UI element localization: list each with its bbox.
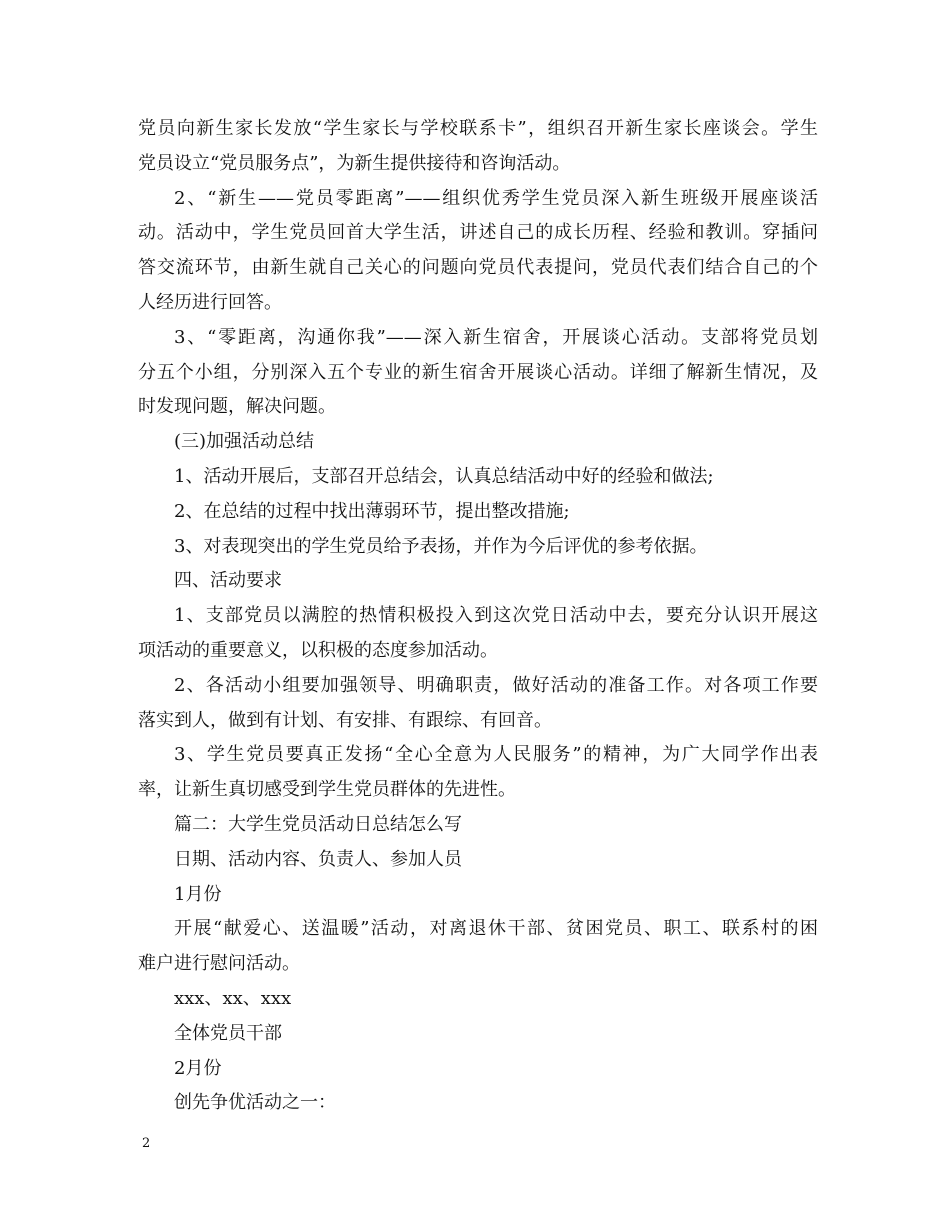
text-line: 3、对表现突出的学生党员给予表扬，并作为今后评优的参考依据。 xyxy=(174,535,708,557)
text-line: 时发现问题，解决问题。 xyxy=(138,396,336,418)
page-number: 2 xyxy=(142,1136,151,1151)
text-line: 难户进行慰问活动。 xyxy=(138,953,300,975)
text-line: 党员设立“党员服务点”，为新生提供接待和咨询活动。 xyxy=(138,152,571,174)
text-line: 3、学生党员要真正发扬“全心全意为人民服务”的精神，为广大同学作出表 xyxy=(174,744,818,766)
text-line: 落实到人，做到有计划、有安排、有跟综、有回音。 xyxy=(138,709,552,731)
document-body xyxy=(138,112,818,1121)
text-line: 2、在总结的过程中找出薄弱环节，提出整改措施; xyxy=(174,500,570,522)
text-line: 全体党员干部 xyxy=(174,1022,282,1044)
text-line: 1、活动开展后，支部召开总结会，认真总结活动中好的经验和做法; xyxy=(174,465,714,487)
text-line: 分五个小组，分别深入五个专业的新生宿舍开展谈心活动。详细了解新生情况，及 xyxy=(138,361,818,383)
section-heading: 篇二：大学生党员活动日总结怎么写 xyxy=(174,813,462,835)
text-line: 1月份 xyxy=(174,883,222,905)
text-line: 党员向新生家长发放“学生家长与学校联系卡”，组织召开新生家长座谈会。学生 xyxy=(138,118,818,139)
text-line: 项活动的重要意义，以积极的态度参加活动。 xyxy=(138,639,498,661)
text-line: 答交流环节，由新生就自己关心的问题向党员代表提问，党员代表们结合自己的个 xyxy=(138,257,818,279)
section-heading: 四、活动要求 xyxy=(174,570,282,592)
text-line: 2、各活动小组要加强领导、明确职责，做好活动的准备工作。对各项工作要 xyxy=(174,674,818,696)
text-line: 率，让新生真切感受到学生党员群体的先进性。 xyxy=(138,779,516,801)
text-line: 2、“新生——党员零距离”——组织优秀学生党员深入新生班级开展座谈活 xyxy=(174,187,818,209)
text-line: xxx、xx、xxx xyxy=(174,987,292,1009)
text-line: 创先争优活动之一： xyxy=(174,1092,336,1114)
text-line: 3、“零距离，沟通你我”——深入新生宿舍，开展谈心活动。支部将党员划 xyxy=(174,326,818,348)
text-line: 1、支部党员以满腔的热情积极投入到这次党日活动中去，要充分认识开展这 xyxy=(174,605,818,627)
text-line: 人经历进行回答。 xyxy=(138,291,282,313)
text-line: 2月份 xyxy=(174,1057,222,1079)
section-heading: (三)加强活动总结 xyxy=(174,431,315,453)
text-line: 动。活动中，学生党员回首大学生活，讲述自己的成长历程、经验和教训。穿插问 xyxy=(138,222,818,244)
text-line: 开展“献爱心、送温暖”活动，对离退休干部、贫困党员、职工、联系村的困 xyxy=(174,918,818,940)
text-line: 日期、活动内容、负责人、参加人员 xyxy=(174,848,462,870)
